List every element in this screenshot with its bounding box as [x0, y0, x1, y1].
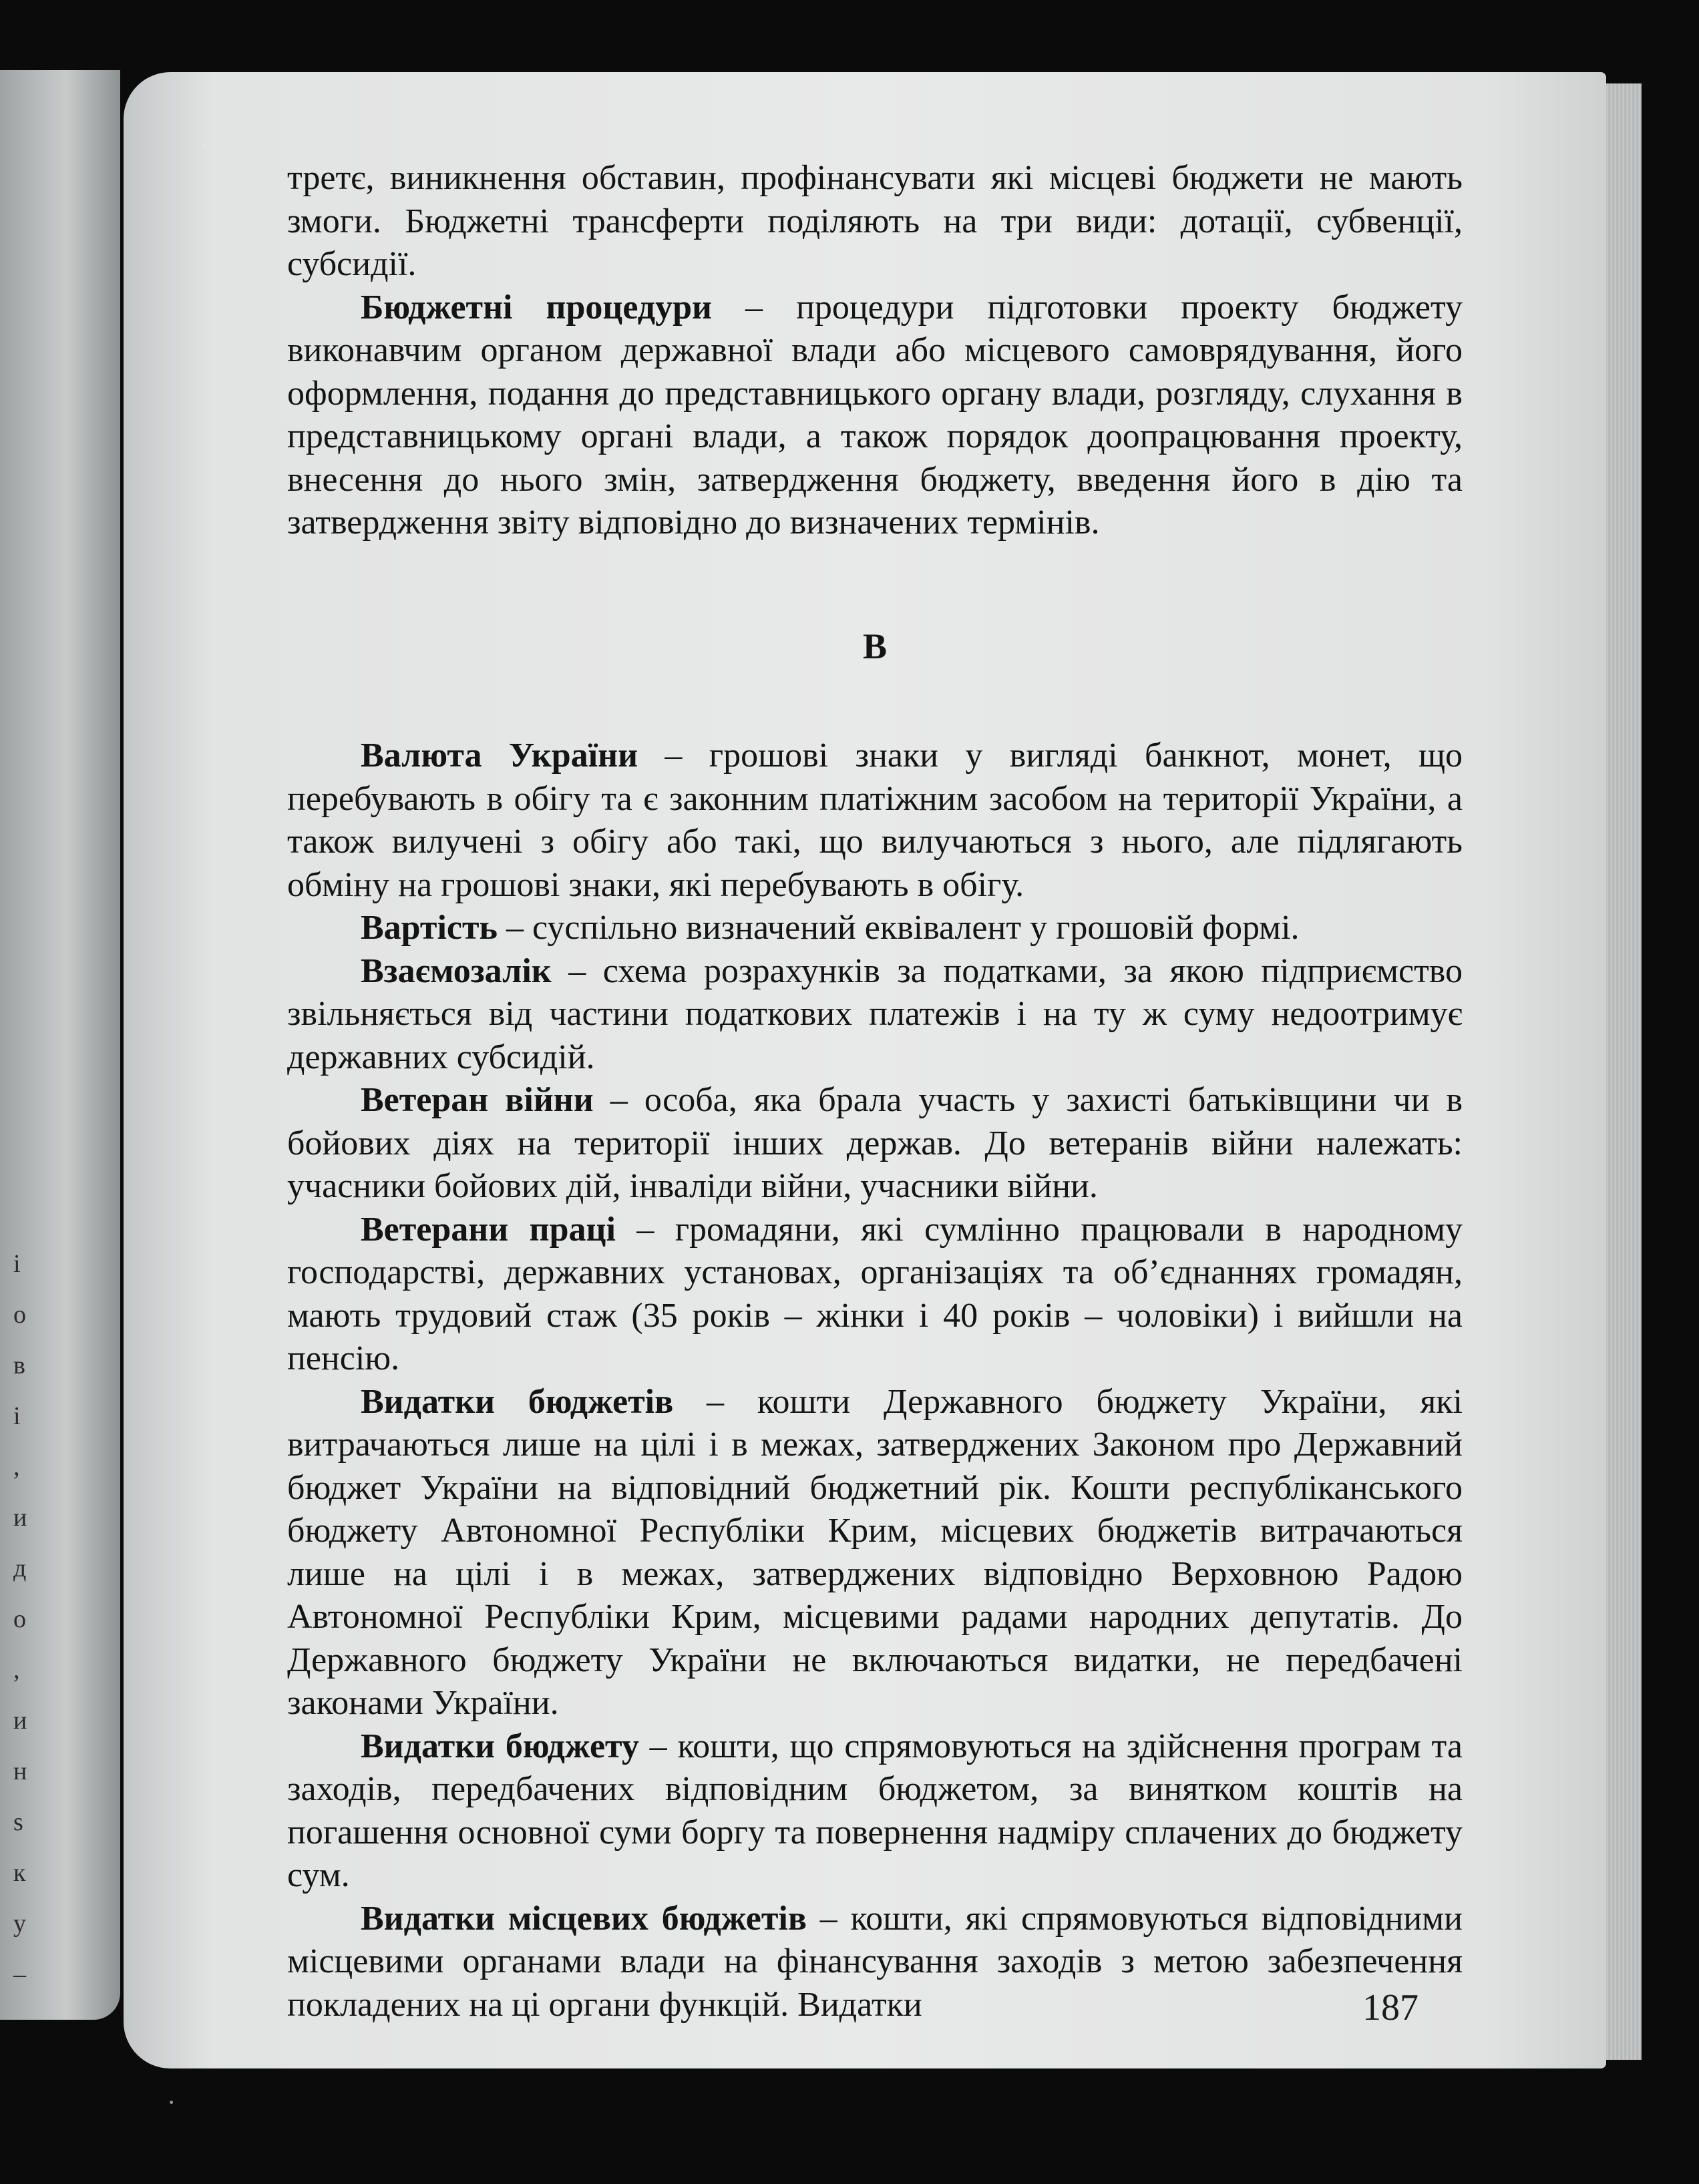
glossary-entry [287, 286, 1463, 545]
page-content [287, 157, 1463, 2026]
intro-paragraph: третє, виникнення обставин, профінансувати які місцеві бюджети не мають змоги. Бюджетні трансферти поділяють на три види: дотації, субвенції, субсидії. [287, 159, 1463, 283]
entry-definition: – кошти, які спрямовуються відповідними місцевими органами влади на фінансування заходів з метою забезпечення покладених на ці органи функцій. Видатки [287, 1899, 1463, 2024]
glossary-entry [287, 1898, 1463, 2027]
facing-page-fragment: о [13, 1605, 26, 1633]
glossary-entry [287, 1381, 1463, 1725]
entry-definition: – грошові знаки у вигляді банкнот, монет, що перебувають в обігу та є законним платіжним засобом на території України, а також вилучені з обігу або такі, що вилучаються з нього, але підлягають обміну на грошові знаки, які перебувають в обігу. [287, 736, 1463, 904]
facing-page-fragment: і [13, 1250, 21, 1278]
dust-speck: · [200, 131, 210, 161]
facing-page-fragment: и [13, 1707, 27, 1735]
entry-term: Вартість [361, 909, 498, 947]
entry-term: Видатки бюджету [361, 1727, 639, 1765]
entry-term: Видатки бюджетів [361, 1382, 674, 1421]
facing-page-fragment: , [13, 1453, 20, 1481]
facing-page-fragment: и [13, 1504, 27, 1532]
entry-term: Взаємозалік [361, 951, 552, 990]
facing-page [0, 70, 120, 2020]
facing-page-fragment: , [13, 1656, 20, 1684]
glossary-entry [287, 1209, 1463, 1381]
facing-page-fragment: к [13, 1859, 26, 1887]
glossary-entry [287, 907, 1463, 950]
entry-definition: – громадяни, які сумлінно працювали в народному господарстві, державних установах, організаціях та об’єднаннях громадян, мають трудовий стаж (35 років – жінки і 40 років – чоловіки) і вийшли на пенсію. [287, 1210, 1463, 1377]
entry-term: Валюта України [361, 736, 638, 775]
entry-term: Видатки місцевих бюджетів [361, 1899, 807, 1938]
facing-page-fragment: у [13, 1910, 26, 1938]
section-letter: В [862, 626, 888, 666]
glossary-entry [287, 950, 1463, 1080]
glossary-entries [287, 734, 1463, 2026]
entry-definition: – суспільно визначений еквівалент у грошовій формі. [498, 909, 1300, 947]
entry-term: Ветерани праці [361, 1210, 616, 1249]
glossary-entry [287, 1079, 1463, 1209]
facing-page-fragment: – [13, 1960, 26, 1988]
facing-page-fragment: н [13, 1757, 27, 1785]
entry-definition: – кошти, що спрямовуються на здійснення програм та заходів, передбачених відповідним бюджетом, за винятком коштів на погашення основної суми боргу та повернення надміру сплачених до бюджету сум. [287, 1727, 1463, 1894]
entry-term: Бюджетні процедури [361, 288, 712, 326]
entry-definition: – кошти Державного бюджету України, які витрачаються лише на цілі і в межах, затверджених Законом про Державний бюджет України на відповідний бюджетний рік. Кошти республіканського бюджету Автономної Республіки Крим, місцевих бюджетів витрачаються лише на цілі і в межах, затверджених відповідно Верховною Радою Автономної Республіки Крим, місцевими радами народних депутатів. До Державного бюджету України не включаються видатки, не передбачені законами України. [287, 1382, 1463, 1722]
facing-page-fragment: s [13, 1808, 23, 1836]
entry-term: Ветеран війни [361, 1081, 594, 1119]
facing-page-fragment: в [13, 1351, 25, 1379]
glossary-entry [287, 734, 1463, 907]
facing-page-fragment: д [13, 1554, 27, 1582]
entry-definition: – процедури підготовки проекту бюджету виконавчим органом державної влади або місцевого самоврядування, його оформлення, подання до представницького органу влади, розгляду, слухання в представницькому органі влади, а також порядок доопрацювання проекту, внесення до нього змін, затвердження бюджету, введення його в дію та затвердження звіту відповідно до визначених термінів. [287, 288, 1463, 541]
facing-page-fragment: о [13, 1301, 26, 1329]
entry-definition: – схема розрахунків за податками, за якою підприємство звільняється від частини податкових платежів і на ту ж суму недоотримує державних субсидій. [287, 951, 1463, 1076]
facing-page-text-fragments [13, 1239, 53, 2000]
facing-page-fragment: і [13, 1402, 21, 1430]
glossary-entry [287, 1725, 1463, 1898]
entries-before-section [287, 286, 1463, 545]
entry-definition: – особа, яка брала участь у захисті батьківщини чи в бойових діях на території інших держав. До ветеранів війни належать: учасники бойових дій, інваліди війни, учасники війни. [287, 1081, 1463, 1205]
page-number: 187 [1362, 1987, 1419, 2028]
dust-speck: · [167, 2087, 176, 2117]
